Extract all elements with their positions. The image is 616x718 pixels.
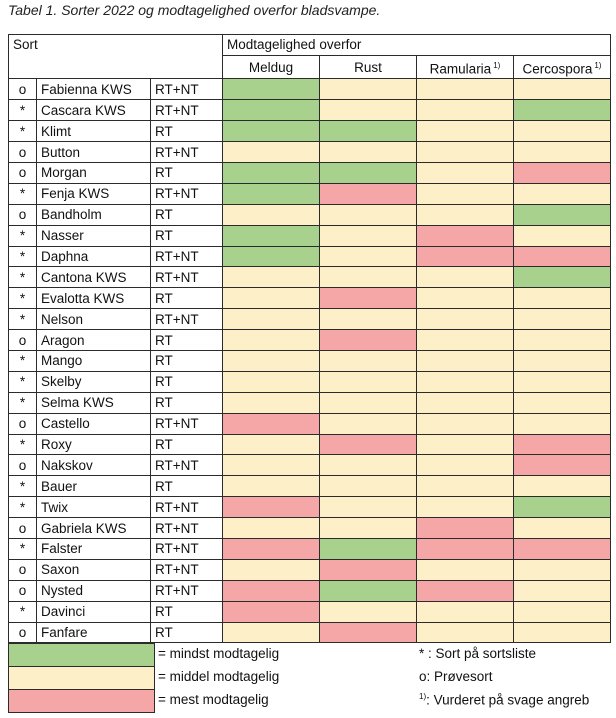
susceptibility-cell-meldug — [223, 100, 320, 121]
susceptibility-cell-ramularia — [417, 309, 514, 330]
susceptibility-table — [8, 34, 611, 643]
susceptibility-cell-rust — [320, 497, 417, 518]
variety-name-cell: Nakskov — [37, 455, 151, 476]
susceptibility-cell-cercospora — [514, 79, 611, 100]
criteria-footnote-marker: 1) — [493, 60, 501, 70]
type-cell: RT+NT — [151, 267, 223, 288]
susceptibility-cell-meldug — [223, 538, 320, 559]
mark-cell: * — [9, 267, 37, 288]
susceptibility-cell-ramularia — [417, 559, 514, 580]
variety-name-cell: Falster — [37, 538, 151, 559]
criteria-header-cercospora — [514, 55, 611, 79]
table-row — [9, 622, 611, 643]
susceptibility-cell-meldug — [223, 434, 320, 455]
susceptibility-cell-rust — [320, 371, 417, 392]
susceptibility-cell-ramularia — [417, 204, 514, 225]
type-cell: RT+NT — [151, 559, 223, 580]
table-caption: Tabel 1. Sorter 2022 og modtagelighed overfor bladsvampe. — [8, 2, 381, 18]
mark-cell: * — [9, 309, 37, 330]
type-cell: RT — [151, 392, 223, 413]
susceptibility-cell-cercospora — [514, 371, 611, 392]
susceptibility-cell-ramularia — [417, 622, 514, 643]
susceptibility-cell-cercospora — [514, 162, 611, 183]
susceptibility-cell-rust — [320, 622, 417, 643]
susceptibility-cell-ramularia — [417, 476, 514, 497]
table-row — [9, 559, 611, 580]
table-row — [9, 246, 611, 267]
susceptibility-cell-rust — [320, 601, 417, 622]
table-row — [9, 518, 611, 539]
susceptibility-cell-meldug — [223, 225, 320, 246]
susceptibility-cell-rust — [320, 476, 417, 497]
susceptibility-cell-rust — [320, 246, 417, 267]
susceptibility-cell-cercospora — [514, 100, 611, 121]
variety-name-cell: Bandholm — [37, 204, 151, 225]
variety-name-cell: Fabienna KWS — [37, 79, 151, 100]
table-row — [9, 476, 611, 497]
susceptibility-cell-cercospora — [514, 142, 611, 163]
variety-name-cell: Gabriela KWS — [37, 518, 151, 539]
legend-label-least: = mindst modtagelig — [158, 646, 280, 661]
note-sortsliste: * : Sort på sortsliste — [419, 646, 537, 661]
footnote-text: : Vurderet på svage angreb — [426, 692, 590, 708]
susceptibility-cell-ramularia — [417, 79, 514, 100]
type-cell: RT — [151, 350, 223, 371]
susceptibility-cell-ramularia — [417, 100, 514, 121]
susceptibility-cell-cercospora — [514, 267, 611, 288]
table-row — [9, 121, 611, 142]
type-cell: RT — [151, 225, 223, 246]
table-row — [9, 413, 611, 434]
mark-cell: o — [9, 162, 37, 183]
footnote-marker: 1) — [419, 692, 427, 701]
type-cell: RT+NT — [151, 183, 223, 204]
sort-header: Sort — [9, 35, 223, 79]
type-cell: RT+NT — [151, 455, 223, 476]
susceptibility-cell-meldug — [223, 142, 320, 163]
table-row — [9, 580, 611, 601]
susceptibility-cell-meldug — [223, 121, 320, 142]
type-cell: RT+NT — [151, 538, 223, 559]
mark-cell: * — [9, 434, 37, 455]
susceptibility-cell-ramularia — [417, 371, 514, 392]
mark-cell: * — [9, 392, 37, 413]
legend — [8, 643, 612, 715]
type-cell: RT+NT — [151, 309, 223, 330]
variety-name-cell: Nelson — [37, 309, 151, 330]
mark-cell: * — [9, 100, 37, 121]
header-row-top — [9, 35, 611, 56]
susceptibility-cell-cercospora — [514, 538, 611, 559]
table-row — [9, 538, 611, 559]
variety-name-cell: Morgan — [37, 162, 151, 183]
susceptibility-cell-ramularia — [417, 267, 514, 288]
mark-cell: * — [9, 183, 37, 204]
type-cell: RT+NT — [151, 497, 223, 518]
mark-cell: o — [9, 518, 37, 539]
susceptibility-cell-rust — [320, 100, 417, 121]
type-cell: RT+NT — [151, 100, 223, 121]
variety-name-cell: Button — [37, 142, 151, 163]
legend-label-most: = mest modtagelig — [158, 692, 269, 707]
susceptibility-cell-rust — [320, 330, 417, 351]
susceptibility-cell-meldug — [223, 371, 320, 392]
susceptibility-cell-meldug — [223, 183, 320, 204]
susceptibility-cell-cercospora — [514, 350, 611, 371]
variety-name-cell: Bauer — [37, 476, 151, 497]
susceptibility-cell-rust — [320, 413, 417, 434]
susceptibility-cell-rust — [320, 183, 417, 204]
variety-name-cell: Nasser — [37, 225, 151, 246]
mark-cell: * — [9, 538, 37, 559]
mark-cell: * — [9, 246, 37, 267]
mark-cell: * — [9, 225, 37, 246]
susceptibility-cell-cercospora — [514, 434, 611, 455]
type-cell: RT+NT — [151, 142, 223, 163]
table-row — [9, 601, 611, 622]
susceptibility-cell-rust — [320, 79, 417, 100]
susceptibility-cell-cercospora — [514, 330, 611, 351]
mark-cell: o — [9, 330, 37, 351]
table-row — [9, 330, 611, 351]
susceptibility-cell-ramularia — [417, 225, 514, 246]
table-row — [9, 79, 611, 100]
susceptibility-cell-meldug — [223, 455, 320, 476]
susceptibility-cell-rust — [320, 350, 417, 371]
table-row — [9, 288, 611, 309]
table-row — [9, 371, 611, 392]
susceptibility-cell-rust — [320, 392, 417, 413]
criteria-label: Meldug — [248, 59, 294, 75]
susceptibility-cell-cercospora — [514, 580, 611, 601]
susceptibility-cell-meldug — [223, 267, 320, 288]
variety-name-cell: Selma KWS — [37, 392, 151, 413]
type-cell: RT — [151, 204, 223, 225]
legend-swatch-least — [8, 643, 155, 667]
susceptibility-cell-meldug — [223, 288, 320, 309]
susceptibility-cell-cercospora — [514, 413, 611, 434]
table-row — [9, 225, 611, 246]
legend-label-middle: = middel modtagelig — [158, 669, 280, 684]
susceptibility-cell-ramularia — [417, 288, 514, 309]
susceptibility-cell-meldug — [223, 413, 320, 434]
table-row — [9, 162, 611, 183]
variety-name-cell: Cantona KWS — [37, 267, 151, 288]
table-row — [9, 309, 611, 330]
susceptibility-cell-ramularia — [417, 330, 514, 351]
susceptibility-cell-meldug — [223, 79, 320, 100]
variety-name-cell: Cascara KWS — [37, 100, 151, 121]
susceptibility-cell-rust — [320, 518, 417, 539]
susceptibility-cell-meldug — [223, 392, 320, 413]
mark-cell: * — [9, 601, 37, 622]
susceptibility-cell-rust — [320, 559, 417, 580]
table-row — [9, 204, 611, 225]
susceptibility-cell-ramularia — [417, 246, 514, 267]
criteria-footnote-marker: 1) — [594, 60, 602, 70]
susceptibility-cell-cercospora — [514, 246, 611, 267]
susceptibility-cell-meldug — [223, 350, 320, 371]
susceptibility-cell-ramularia — [417, 142, 514, 163]
susceptibility-cell-meldug — [223, 309, 320, 330]
susceptibility-cell-rust — [320, 288, 417, 309]
susceptibility-cell-cercospora — [514, 497, 611, 518]
susceptibility-cell-meldug — [223, 246, 320, 267]
type-cell: RT — [151, 288, 223, 309]
variety-name-cell: Klimt — [37, 121, 151, 142]
type-cell: RT+NT — [151, 580, 223, 601]
legend-swatch-middle — [8, 666, 155, 690]
mark-cell: o — [9, 413, 37, 434]
legend-swatch-most — [8, 689, 155, 713]
susceptibility-cell-cercospora — [514, 204, 611, 225]
susceptibility-cell-ramularia — [417, 455, 514, 476]
susceptibility-cell-cercospora — [514, 392, 611, 413]
table-row — [9, 392, 611, 413]
susceptibility-cell-cercospora — [514, 601, 611, 622]
susceptibility-cell-meldug — [223, 204, 320, 225]
susceptibility-cell-meldug — [223, 476, 320, 497]
variety-name-cell: Skelby — [37, 371, 151, 392]
susceptibility-cell-meldug — [223, 162, 320, 183]
table-row — [9, 350, 611, 371]
susceptibility-cell-rust — [320, 204, 417, 225]
variety-name-cell: Twix — [37, 497, 151, 518]
criteria-label: Cercospora — [522, 61, 593, 77]
mark-cell: * — [9, 350, 37, 371]
mark-cell: o — [9, 204, 37, 225]
type-cell: RT — [151, 371, 223, 392]
variety-name-cell: Davinci — [37, 601, 151, 622]
susceptibility-cell-rust — [320, 434, 417, 455]
variety-name-cell: Aragon — [37, 330, 151, 351]
susceptibility-cell-meldug — [223, 497, 320, 518]
type-cell: RT — [151, 601, 223, 622]
type-cell: RT — [151, 330, 223, 351]
variety-name-cell: Saxon — [37, 559, 151, 580]
susceptibility-cell-rust — [320, 455, 417, 476]
type-cell: RT+NT — [151, 518, 223, 539]
susceptibility-cell-ramularia — [417, 350, 514, 371]
note-provesort: o: Prøvesort — [419, 669, 493, 684]
susceptibility-cell-meldug — [223, 518, 320, 539]
mark-cell: * — [9, 371, 37, 392]
susceptibility-cell-meldug — [223, 330, 320, 351]
susceptibility-cell-ramularia — [417, 392, 514, 413]
susceptibility-cell-ramularia — [417, 183, 514, 204]
susceptibility-cell-ramularia — [417, 518, 514, 539]
variety-name-cell: Fenja KWS — [37, 183, 151, 204]
susceptibility-cell-ramularia — [417, 497, 514, 518]
table-row — [9, 267, 611, 288]
criteria-header-ramularia — [417, 55, 514, 79]
susceptibility-cell-rust — [320, 142, 417, 163]
mark-cell: * — [9, 497, 37, 518]
variety-name-cell: Daphna — [37, 246, 151, 267]
susceptibility-cell-cercospora — [514, 455, 611, 476]
susceptibility-cell-cercospora — [514, 476, 611, 497]
susceptibility-cell-cercospora — [514, 183, 611, 204]
mark-cell: o — [9, 455, 37, 476]
type-cell: RT — [151, 622, 223, 643]
susceptibility-cell-rust — [320, 225, 417, 246]
type-cell: RT — [151, 476, 223, 497]
mark-cell: * — [9, 288, 37, 309]
susceptibility-cell-rust — [320, 309, 417, 330]
mark-cell: * — [9, 476, 37, 497]
susceptibility-cell-ramularia — [417, 538, 514, 559]
mark-cell: o — [9, 622, 37, 643]
type-cell: RT — [151, 434, 223, 455]
susceptibility-cell-cercospora — [514, 121, 611, 142]
mark-cell: * — [9, 121, 37, 142]
susceptibility-cell-ramularia — [417, 601, 514, 622]
susceptibility-cell-cercospora — [514, 225, 611, 246]
mark-cell: o — [9, 559, 37, 580]
type-cell: RT+NT — [151, 79, 223, 100]
susceptibility-cell-cercospora — [514, 622, 611, 643]
susceptibility-cell-ramularia — [417, 580, 514, 601]
mark-cell: o — [9, 142, 37, 163]
susceptibility-cell-meldug — [223, 622, 320, 643]
variety-name-cell: Fanfare — [37, 622, 151, 643]
variety-name-cell: Evalotta KWS — [37, 288, 151, 309]
criteria-label: Rust — [354, 59, 382, 75]
type-cell: RT+NT — [151, 413, 223, 434]
table-row — [9, 497, 611, 518]
variety-name-cell: Mango — [37, 350, 151, 371]
group-header: Modtagelighed overfor — [223, 35, 611, 56]
susceptibility-cell-ramularia — [417, 413, 514, 434]
susceptibility-cell-rust — [320, 121, 417, 142]
table-row — [9, 100, 611, 121]
criteria-label: Ramularia — [429, 61, 492, 77]
table-row — [9, 183, 611, 204]
criteria-header-meldug — [223, 55, 320, 79]
susceptibility-cell-cercospora — [514, 559, 611, 580]
susceptibility-cell-rust — [320, 538, 417, 559]
type-cell: RT — [151, 121, 223, 142]
susceptibility-cell-meldug — [223, 601, 320, 622]
note-footnote — [419, 692, 589, 708]
criteria-header-rust — [320, 55, 417, 79]
variety-name-cell: Nysted — [37, 580, 151, 601]
susceptibility-cell-rust — [320, 267, 417, 288]
mark-cell: o — [9, 580, 37, 601]
susceptibility-cell-meldug — [223, 580, 320, 601]
susceptibility-cell-ramularia — [417, 162, 514, 183]
variety-name-cell: Roxy — [37, 434, 151, 455]
susceptibility-cell-meldug — [223, 559, 320, 580]
susceptibility-cell-rust — [320, 580, 417, 601]
susceptibility-cell-ramularia — [417, 434, 514, 455]
type-cell: RT — [151, 162, 223, 183]
susceptibility-cell-cercospora — [514, 518, 611, 539]
susceptibility-cell-cercospora — [514, 309, 611, 330]
variety-name-cell: Castello — [37, 413, 151, 434]
table-row — [9, 434, 611, 455]
susceptibility-cell-rust — [320, 162, 417, 183]
susceptibility-cell-cercospora — [514, 288, 611, 309]
mark-cell: o — [9, 79, 37, 100]
table-row — [9, 455, 611, 476]
susceptibility-cell-ramularia — [417, 121, 514, 142]
table-row — [9, 142, 611, 163]
type-cell: RT+NT — [151, 246, 223, 267]
